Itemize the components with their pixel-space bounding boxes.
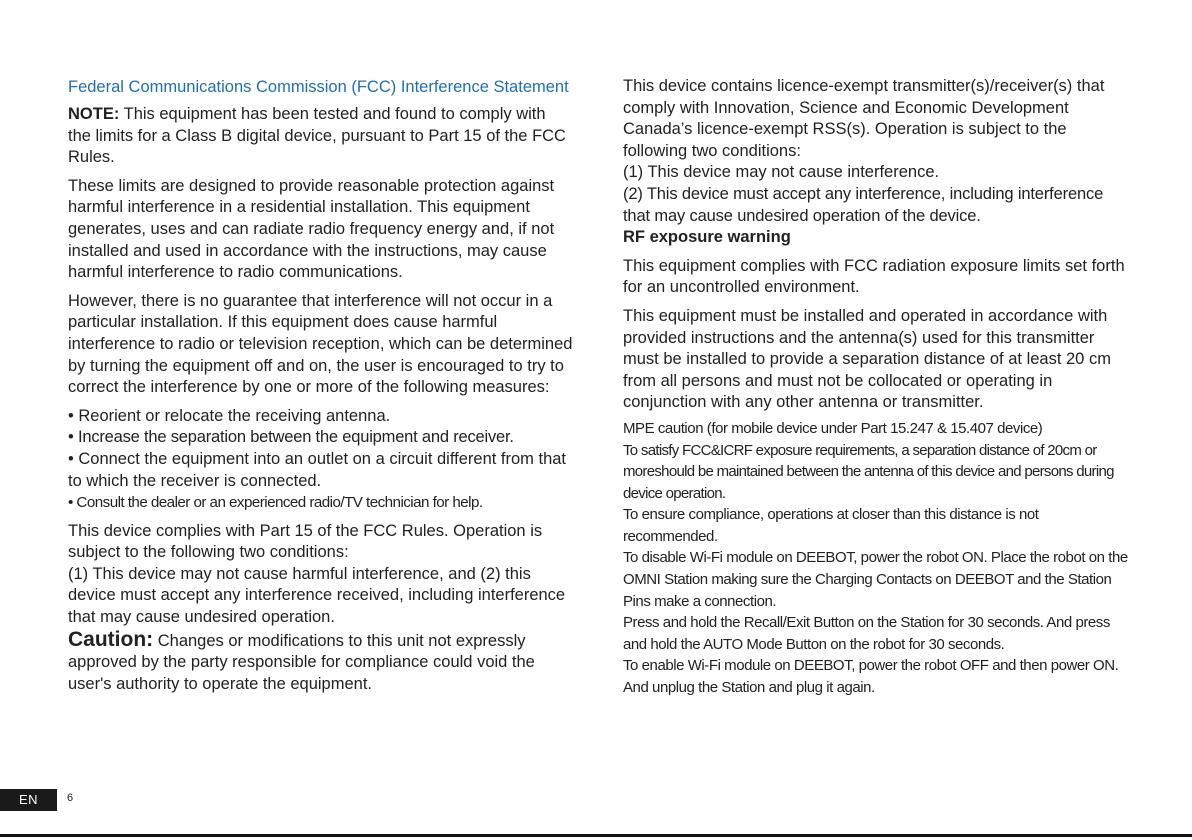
mpe-line: To satisfy FCC&ICRF exposure requirements, a separation distance of 20cm or moreshould be maintained between the antenna of this device and persons during device operation. xyxy=(623,441,1114,502)
measures-list xyxy=(68,406,573,514)
limits-paragraph: These limits are designed to provide reasonable protection against harmful interference in a residential installation. This equipment generates, uses and can radiate radio frequency energy and, if not installed and used in accordance with the instructions, may cause harmful interference to radio communications. xyxy=(68,176,555,282)
list-item: • Connect the equipment into an outlet on a circuit different from that to which the receiver is connected. xyxy=(68,449,567,490)
mpe-line: To disable Wi-Fi module on DEEBOT, power the robot ON. Place the robot on the OMNI Station making sure the Charging Contacts on DEEBOT and the Station Pins make a connection. xyxy=(623,549,1128,610)
however-paragraph: However, there is no guarantee that interference will not occur in a particular installation. If this equipment does cause harmful interference to radio or television reception, which can be determined by turning the equipment off and on, the user is encouraged to try to correct the interference by one or more of the following measures: xyxy=(68,291,573,397)
caution-label: Caution: xyxy=(68,627,154,651)
caution-text: Changes or modifications to this unit not expressly approved by the party responsible for compliance could void the user's authority to operate the equipment. xyxy=(68,631,535,693)
caution-paragraph xyxy=(68,629,573,696)
rf-paragraph-2: This equipment must be installed and operated in accordance with provided instructions and the antenna(s) used for this transmitter must be installed to provide a separation distance of at least 20 cm from all persons and must not be collocated or operating in conjunction with any other antenna or transmitter. xyxy=(623,306,1111,412)
page-number: 6 xyxy=(67,792,74,804)
mpe-line: MPE caution (for mobile device under Part 15.247 & 15.407 device) xyxy=(623,419,1043,437)
note-text: This equipment has been tested and found to comply with the limits for a Class B digital device, pursuant to Part 15 of the FCC Rules. xyxy=(68,105,566,167)
mpe-section xyxy=(623,418,1128,699)
list-item: • Reorient or relocate the receiving antenna. xyxy=(68,406,391,425)
note-label: NOTE: xyxy=(68,105,120,123)
mpe-line: Press and hold the Recall/Exit Button on the Station for 30 seconds. And press and hold the AUTO Mode Button on the robot for 30 seconds. xyxy=(623,614,1110,653)
part15-conditions: (1) This device may not cause harmful interference, and (2) this device must accept any interference received, including interference that may cause undesired operation. xyxy=(68,564,566,627)
mpe-line: To enable Wi-Fi module on DEEBOT, power the robot OFF and then power ON. And unplug the Station and plug it again. xyxy=(623,657,1119,697)
mpe-line: To ensure compliance, operations at closer than this distance is not recommended. xyxy=(623,506,1039,545)
list-item: • Increase the separation between the equipment and receiver. xyxy=(68,428,514,447)
list-item: • Consult the dealer or an experienced radio/TV technician for help. xyxy=(68,494,483,512)
left-column xyxy=(68,76,573,695)
part15-paragraph: This device complies with Part 15 of the FCC Rules. Operation is subject to the following two conditions: xyxy=(68,521,543,562)
ised-condition-2: (2) This device must accept any interference, including interference that may cause undesired operation of the device. xyxy=(623,184,1104,225)
rf-exposure-title: RF exposure warning xyxy=(623,228,791,247)
fcc-heading: Federal Communications Commission (FCC) Interference Statement xyxy=(68,78,569,96)
language-tab: EN xyxy=(0,789,57,811)
ised-condition-1: (1) This device may not cause interference. xyxy=(623,163,940,182)
note-paragraph xyxy=(68,104,573,169)
bottom-rule xyxy=(0,834,1192,837)
right-column xyxy=(623,76,1128,699)
ised-paragraph: This device contains licence-exempt transmitter(s)/receiver(s) that comply with Innovation, Science and Economic Development Canada’s licence-exempt RSS(s). Operation is subject to the following two conditions: xyxy=(623,77,1105,160)
rf-paragraph-1: This equipment complies with FCC radiation exposure limits set forth for an uncontrolled environment. xyxy=(623,256,1125,297)
